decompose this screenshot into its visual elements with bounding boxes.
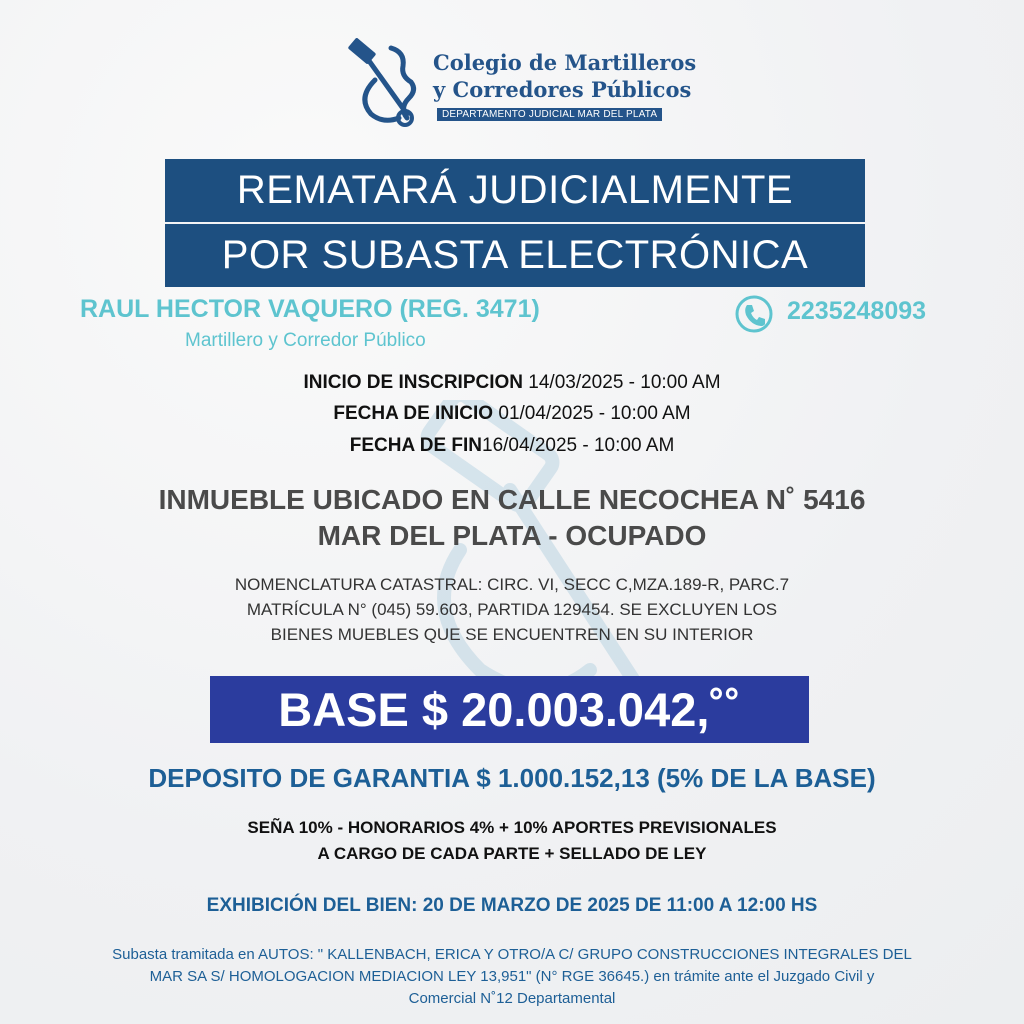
gavel-seahorse-icon: [345, 38, 425, 128]
logo-text-line2: y Corredores Públicos: [433, 77, 692, 102]
date-value: 14/03/2025 - 10:00 AM: [523, 372, 721, 393]
logo-department-label: DEPARTAMENTO JUDICIAL MAR DEL PLATA: [437, 108, 662, 121]
date-label: FECHA DE INICIO: [333, 403, 494, 424]
banner-line2: POR SUBASTA ELECTRÓNICA: [165, 224, 865, 287]
auctioneer-title: Martillero y Corredor Público: [185, 330, 426, 351]
footer-line3: Comercial N˚12 Departamental: [408, 990, 616, 1007]
banner-line1: REMATARÁ JUDICIALMENTE: [165, 159, 865, 222]
logo-text-line1: Colegio de Martilleros: [433, 50, 697, 75]
auction-start-row: [0, 403, 1024, 425]
phone-number[interactable]: 2235248093: [787, 297, 927, 325]
fees-line2: A CARGO DE CADA PARTE + SELLADO DE LEY: [317, 844, 707, 863]
property-location-status: MAR DEL PLATA - OCUPADO: [317, 520, 707, 551]
cadastral-line3: BIENES MUEBLES QUE SE ENCUENTREN EN SU INTERIOR: [270, 625, 754, 644]
cadastral-line1: NOMENCLATURA CATASTRAL: CIRC. VI, SECC C,MZA.189-R, PARC.7: [234, 575, 790, 594]
footer-line1: Subasta tramitada en AUTOS: " KALLENBACH, ERICA Y OTRO/A C/ GRUPO CONSTRUCCIONES INTEGRALES DEL: [112, 946, 912, 963]
auctioneer-name: RAUL HECTOR VAQUERO (REG. 3471): [80, 295, 540, 323]
exhibition-date: EXHIBICIÓN DEL BIEN: 20 DE MARZO DE 2025 DE 11:00 A 12:00 HS: [206, 895, 818, 916]
guarantee-deposit: DEPOSITO DE GARANTIA $ 1.000.152,13 (5% DE LA BASE): [148, 763, 876, 793]
cadastral-line2: MATRÍCULA N° (045) 59.603, PARTIDA 129454. SE EXCLUYEN LOS: [246, 600, 778, 619]
fees-line1: SEÑA 10% - HONORARIOS 4% + 10% APORTES PREVISIONALES: [247, 818, 777, 837]
organization-logo: [345, 38, 697, 128]
property-address: INMUEBLE UBICADO EN CALLE NECOCHEA N˚ 5416: [158, 484, 866, 515]
date-value: 01/04/2025 - 10:00 AM: [493, 403, 691, 424]
base-price: BASE $ 20.003.042,˚˚: [210, 676, 809, 743]
footer-line2: MAR SA S/ HOMOLOGACION MEDIACION LEY 13,951" (N° RGE 36645.) en trámite ante el Juzgado Civil y: [149, 968, 875, 985]
registration-start-row: [0, 372, 1024, 394]
date-label: INICIO DE INSCRIPCION: [303, 372, 524, 393]
date-label: FECHA DE FIN: [349, 435, 483, 456]
date-value: 16/04/2025 - 10:00 AM: [482, 435, 675, 456]
phone-icon[interactable]: [734, 294, 774, 334]
auction-end-row: [0, 435, 1024, 457]
